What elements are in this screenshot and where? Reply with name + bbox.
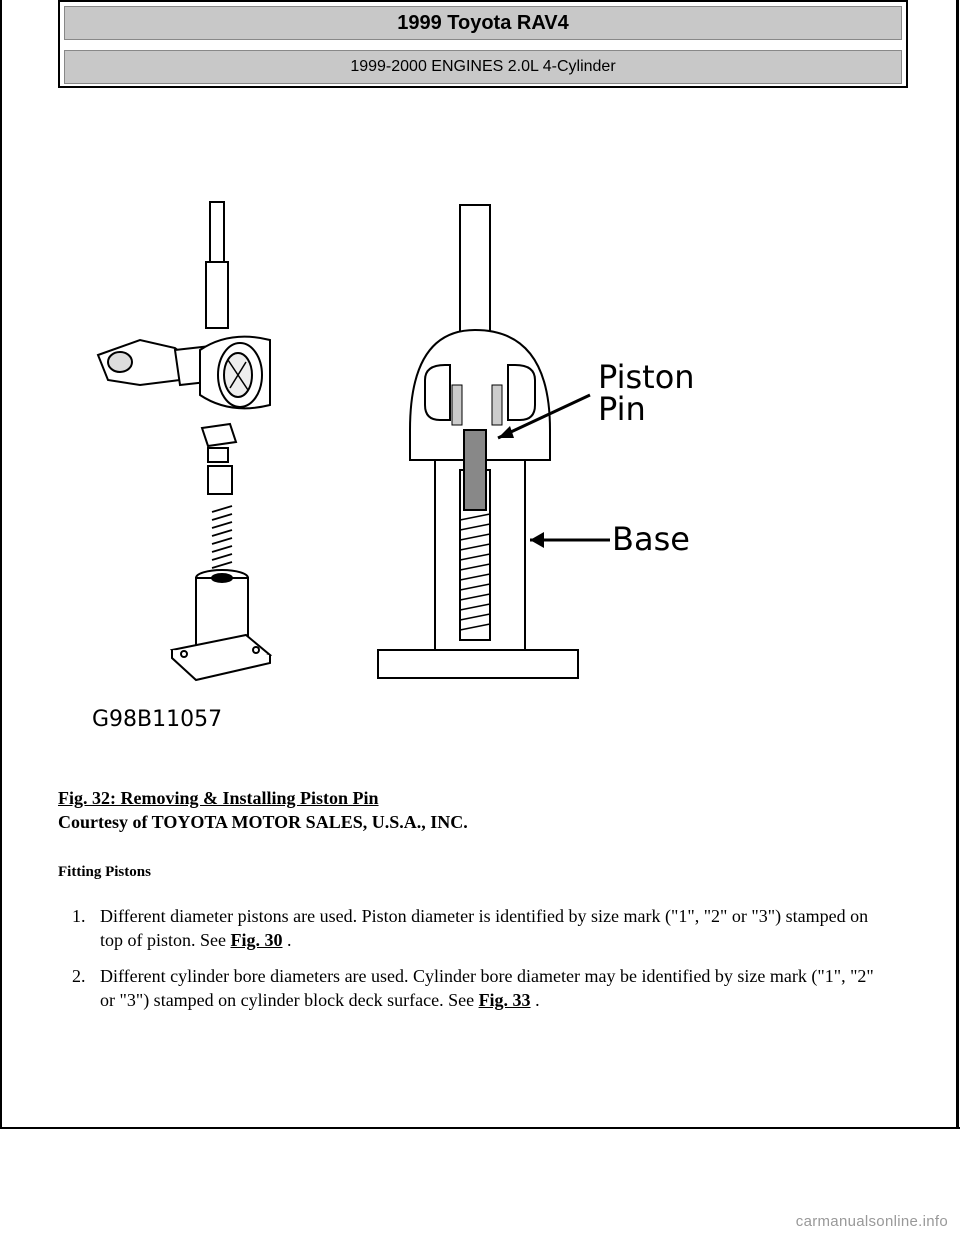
figure-code: G98B11057 — [92, 707, 223, 732]
page-right-border — [956, 0, 959, 1129]
step-body: Different cylinder bore diameters are used. Cylinder bore diameter may be identified by size mark ("1", "2" or "3") stamped on cylinder block deck surface. See — [100, 966, 874, 1010]
step-tail: . — [530, 990, 540, 1010]
watermark: carmanualsonline.info — [795, 1213, 948, 1230]
step-item — [72, 964, 892, 1012]
step-number: 1. — [72, 906, 86, 926]
step-item — [72, 904, 892, 952]
step-tail: . — [282, 930, 292, 950]
section-title: Fitting Pistons — [58, 864, 151, 880]
header-subtitle: 1999-2000 ENGINES 2.0L 4-Cylinder — [64, 50, 902, 84]
step-text — [100, 964, 892, 1012]
piston-pin-figure — [80, 180, 720, 740]
step-number: 2. — [72, 966, 86, 986]
step-body: Different diameter pistons are used. Piston diameter is identified by size mark ("1", "2" or "3") stamped on top of piston. See — [100, 906, 869, 950]
piston-label: Piston — [598, 358, 695, 396]
base-label: Base — [612, 520, 690, 558]
page-left-border — [0, 0, 2, 1129]
page-bottom-border — [0, 1127, 960, 1129]
fig-33-link[interactable]: Fig. 33 — [478, 990, 531, 1010]
step-text — [100, 904, 892, 952]
procedure-steps — [72, 904, 892, 1024]
header-title: 1999 Toyota RAV4 — [64, 6, 902, 40]
fig-30-link[interactable]: Fig. 30 — [230, 930, 283, 950]
figure-caption-link[interactable]: Fig. 32: Removing & Installing Piston Pin — [58, 788, 379, 808]
document-header — [58, 0, 908, 88]
pin-label: Pin — [598, 390, 646, 428]
figure-credit: Courtesy of TOYOTA MOTOR SALES, U.S.A., INC. — [58, 812, 468, 832]
